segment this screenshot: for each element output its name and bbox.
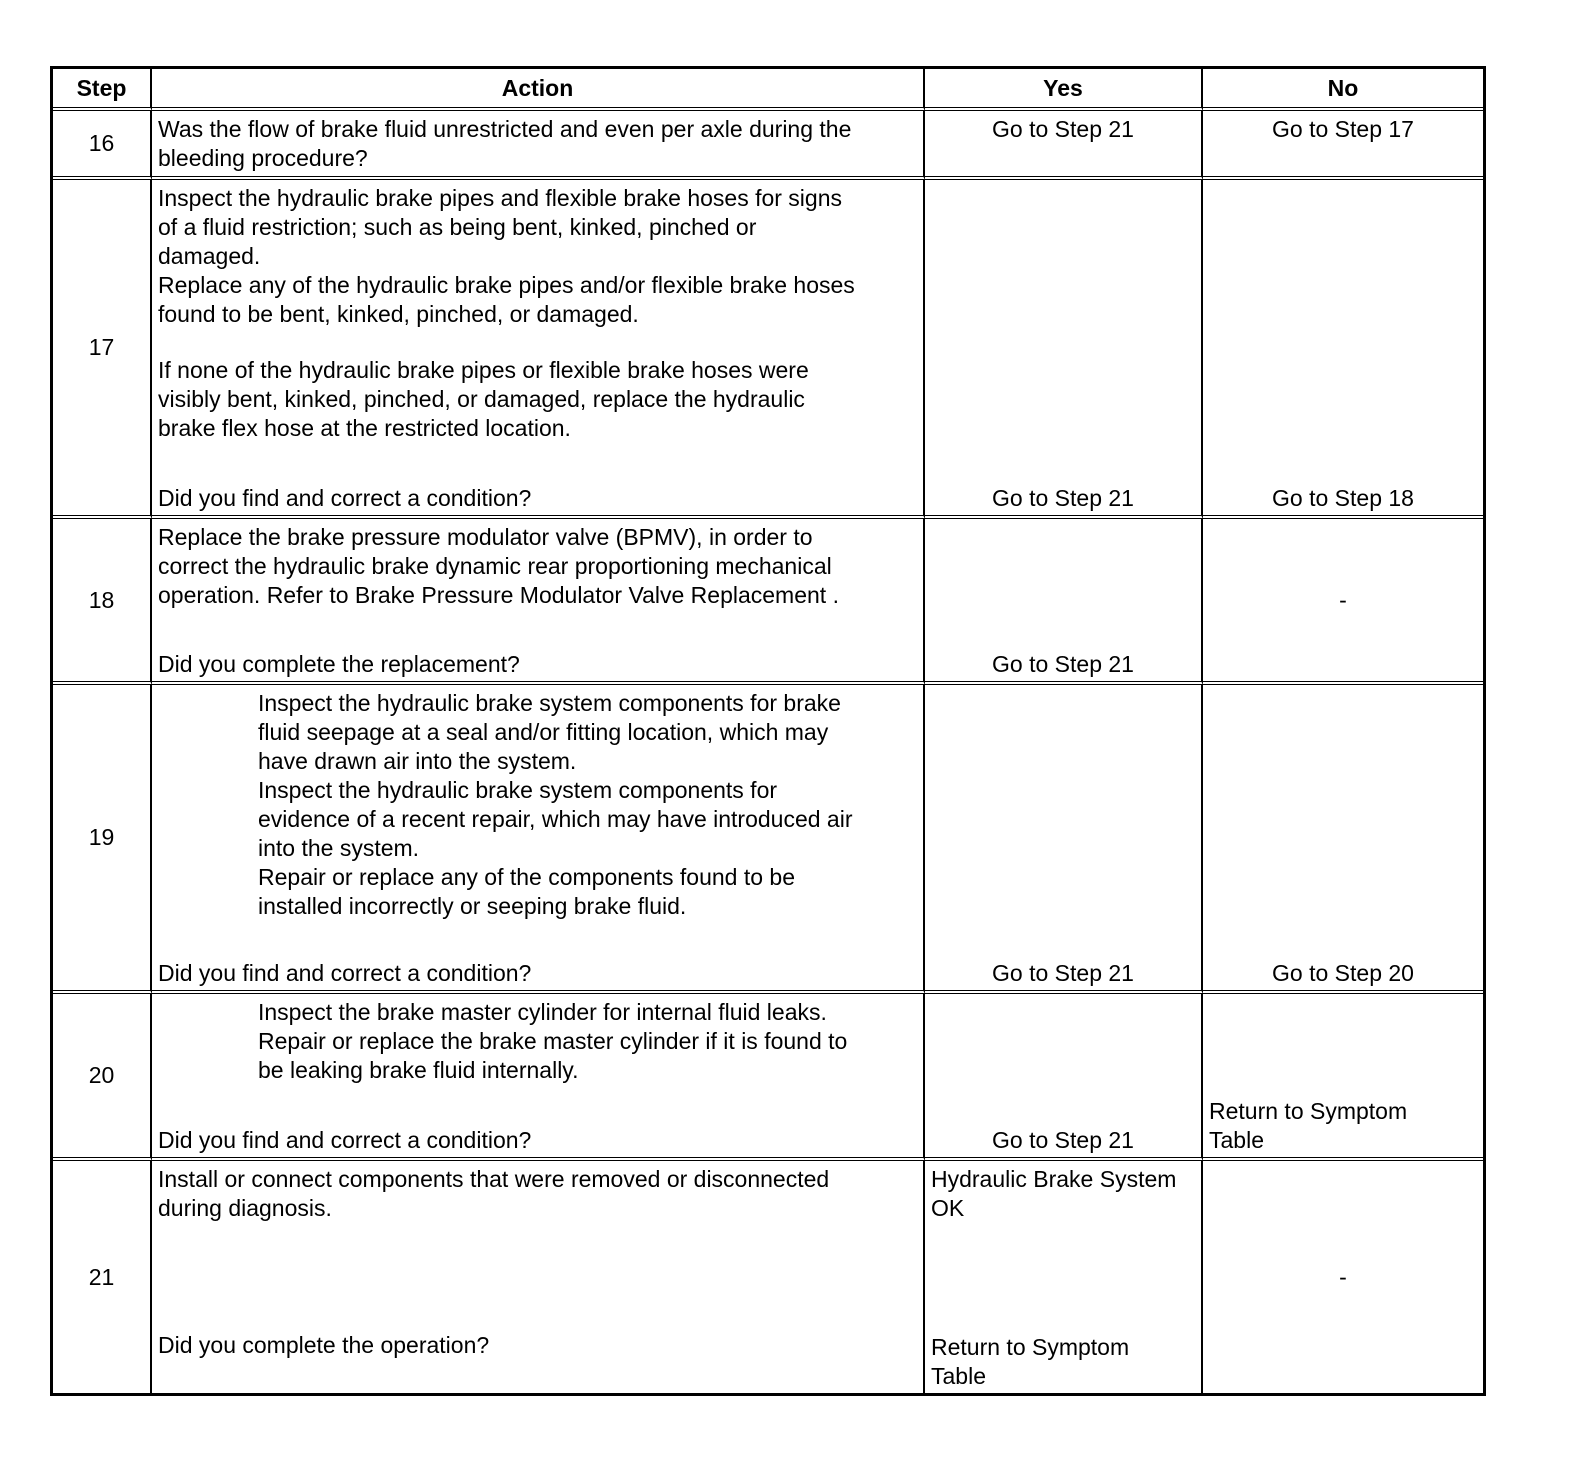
action-line: Inspect the hydraulic brake pipes and flexible brake hoses for signs — [158, 185, 843, 211]
table-row — [53, 685, 1483, 994]
action-line: Inspect the brake master cylinder for internal fluid leaks. — [258, 999, 827, 1025]
diagnostic-table — [50, 66, 1486, 1396]
action-line: brake flex hose at the restricted location. — [158, 415, 571, 441]
action-question: Did you find and correct a condition? — [158, 960, 532, 986]
header-row — [53, 69, 1483, 111]
no-cell — [1203, 180, 1483, 519]
action-cell — [152, 519, 925, 685]
action-question: Did you complete the operation? — [158, 1332, 490, 1358]
action-line: bleeding procedure? — [158, 145, 368, 171]
yes-outcome-line: Hydraulic Brake System — [931, 1166, 1177, 1192]
step-number: 19 — [53, 685, 152, 994]
action-line: Inspect the hydraulic brake system components for brake — [258, 690, 841, 716]
action-question: Did you find and correct a condition? — [158, 485, 532, 511]
yes-outcome: Go to Step 21 — [992, 960, 1134, 986]
no-cell — [1203, 519, 1483, 685]
no-outcome: Go to Step 20 — [1272, 960, 1414, 986]
action-line: during diagnosis. — [158, 1195, 332, 1221]
step-number: 16 — [53, 111, 152, 180]
header-action: Action — [152, 69, 925, 111]
action-cell — [152, 1161, 925, 1393]
action-cell — [152, 180, 925, 519]
action-line: have drawn air into the system. — [258, 748, 577, 774]
step-number: 18 — [53, 519, 152, 685]
action-line: Was the flow of brake fluid unrestricted and even per axle during the — [158, 116, 852, 142]
no-cell — [1203, 1161, 1483, 1393]
yes-cell — [925, 1161, 1203, 1393]
yes-outcome-line: Return to Symptom — [931, 1334, 1130, 1360]
action-line: Repair or replace any of the components found to be — [258, 864, 796, 890]
yes-outcome: Go to Step 21 — [992, 1127, 1134, 1153]
action-line: of a fluid restriction; such as being bent, kinked, pinched or — [158, 214, 757, 240]
yes-outcome: Go to Step 21 — [992, 116, 1134, 142]
action-line: Replace the brake pressure modulator valve (BPMV), in order to — [158, 524, 813, 550]
yes-cell — [925, 685, 1203, 994]
step-number: 17 — [53, 180, 152, 519]
no-outcome-line: Return to Symptom — [1209, 1098, 1408, 1124]
action-line: visibly bent, kinked, pinched, or damaged, replace the hydraulic — [158, 386, 805, 412]
action-line: Install or connect components that were removed or disconnected — [158, 1166, 830, 1192]
step-number: 21 — [53, 1161, 152, 1393]
header-step: Step — [53, 69, 152, 111]
action-line: correct the hydraulic brake dynamic rear proportioning mechanical — [158, 553, 832, 579]
action-question: Did you complete the replacement? — [158, 651, 520, 677]
action-question: Did you find and correct a condition? — [158, 1127, 532, 1153]
yes-cell — [925, 994, 1203, 1161]
no-outcome: - — [1339, 586, 1347, 613]
table-row — [53, 111, 1483, 180]
yes-outcome: Go to Step 21 — [992, 651, 1134, 677]
no-outcome: Go to Step 17 — [1272, 116, 1414, 142]
no-cell — [1203, 994, 1483, 1161]
action-line: operation. Refer to Brake Pressure Modulator Valve Replacement . — [158, 582, 839, 608]
action-line: be leaking brake fluid internally. — [258, 1057, 579, 1083]
action-line: fluid seepage at a seal and/or fitting location, which may — [258, 719, 829, 745]
table-row — [53, 519, 1483, 685]
no-outcome: Go to Step 18 — [1272, 485, 1414, 511]
action-line: found to be bent, kinked, pinched, or damaged. — [158, 301, 639, 327]
action-line: into the system. — [258, 835, 420, 861]
no-cell — [1203, 111, 1483, 180]
action-cell — [152, 685, 925, 994]
action-line: damaged. — [158, 243, 261, 269]
action-line: Repair or replace the brake master cylinder if it is found to — [258, 1028, 848, 1054]
action-line: Inspect the hydraulic brake system components for — [258, 777, 778, 803]
action-line: Replace any of the hydraulic brake pipes and/or flexible brake hoses — [158, 272, 855, 298]
action-line: installed incorrectly or seeping brake fluid. — [258, 893, 687, 919]
table-row — [53, 994, 1483, 1161]
table-row — [53, 180, 1483, 519]
header-no: No — [1203, 69, 1483, 111]
step-number: 20 — [53, 994, 152, 1161]
action-line: If none of the hydraulic brake pipes or flexible brake hoses were — [158, 357, 809, 383]
header-yes: Yes — [925, 69, 1203, 111]
yes-cell — [925, 180, 1203, 519]
action-cell — [152, 111, 925, 180]
action-line: evidence of a recent repair, which may have introduced air — [258, 806, 853, 832]
no-outcome: - — [1339, 1263, 1347, 1290]
no-outcome-line: Table — [1209, 1127, 1264, 1153]
yes-outcome-line: Table — [931, 1363, 986, 1389]
yes-outcome: Go to Step 21 — [992, 485, 1134, 511]
yes-cell — [925, 519, 1203, 685]
action-cell — [152, 994, 925, 1161]
yes-outcome-line: OK — [931, 1195, 965, 1221]
no-cell — [1203, 685, 1483, 994]
table-row — [53, 1161, 1483, 1393]
yes-cell — [925, 111, 1203, 180]
